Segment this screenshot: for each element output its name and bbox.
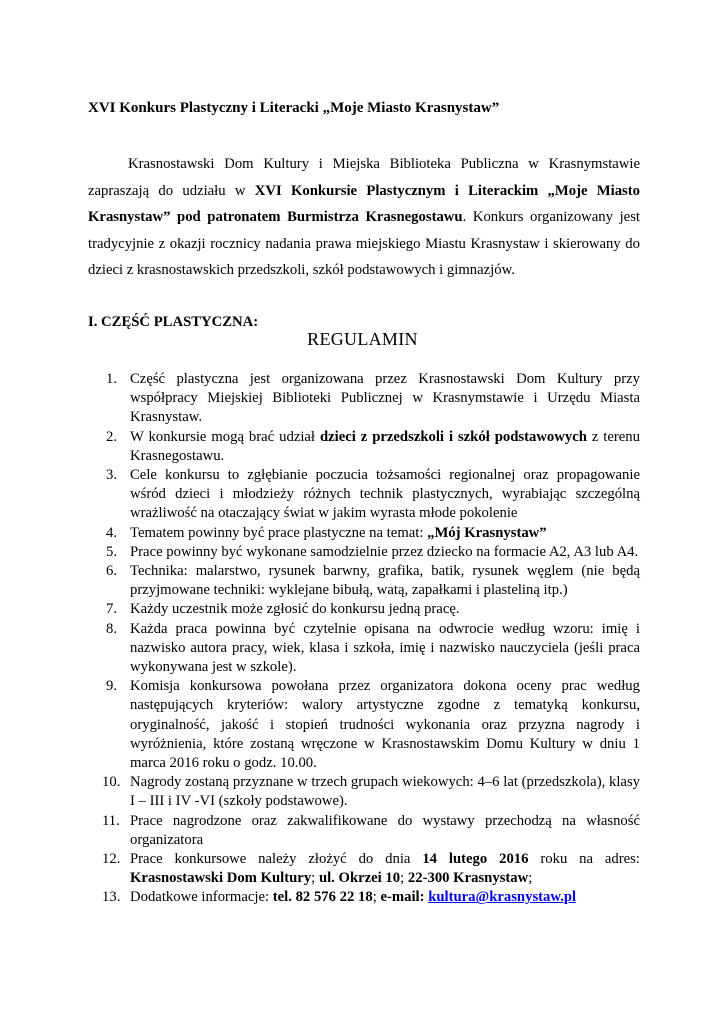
rule-item-10: 10. Nagrody zostaną przyznane w trzech grupach wiekowych: 4–6 lat (przedszkola), klasy I – III i IV -VI (szkoły podstawowe). xyxy=(102,774,640,810)
intro-bold-text: XVI Konkursie Plastycznym i Literackim „Moje Miasto Krasnystaw” pod patronatem Burmistrza Krasnegostawu xyxy=(88,182,640,225)
rule-item-3: 3. Cele konkursu to zgłębianie poczucia tożsamości regionalnej oraz propagowanie wśród dzieci i młodzieży różnych technik plastycznych, wyrabiając szczególną wrażliwość na otaczający świat w jakim wyrasta młode pokolenie xyxy=(106,467,640,522)
rule-item-6: 6. Technika: malarstwo, rysunek barwny, grafika, batik, rysunek węglem (nie będą przyjmowane techniki: wyklejane bibułą, watą, zapałkami i plasteliną itp.) xyxy=(106,563,640,599)
rule-item-9: 9. Komisja konkursowa powołana przez organizatora dokona oceny prac według następujących kryteriów: walory artystyczne zgodne z tematyką konkursu, oryginalność, jakość i stopień trudności wykonania oraz przyzna nagrody i wyróżnienia, które zostaną wręczone w Krasnostawskim Domu Kultury w dniu 1 marca 2016 roku o godz. 10.00. xyxy=(106,678,640,772)
rule-item-8: 8. Każda praca powinna być czytelnie opisana na odwrocie według wzoru: imię i nazwisko autora pracy, wiek, klasa i szkoła, imię i nazwisko nauczyciela (jeśli praca wykonywana jest w szkole). xyxy=(106,620,640,676)
email-link[interactable]: kultura@krasnystaw.pl xyxy=(428,889,577,906)
rule-item-12: 12. Prace konkursowe należy złożyć do dnia 14 lutego 2016 roku na adres: Krasnostawski Dom Kultury; ul. Okrzei 10; 22-300 Krasnystaw; xyxy=(102,851,640,887)
intro-text-1: Krasnostawski Dom Kultury i Miejska Biblioteka Publiczna w Krasnymstawie zapraszają do udziału w xyxy=(88,156,640,199)
section-heading: I. CZĘŚĆ PLASTYCZNA: xyxy=(88,314,259,330)
rule-item-11: 11. Prace nagrodzone oraz zakwalifikowane do wystawy przechodzą na własność organizatora xyxy=(102,812,640,848)
regulamin-heading: REGULAMIN xyxy=(307,329,418,349)
document-title: XVI Konkurs Plastyczny i Literacki „Moje Miasto Krasnystaw” xyxy=(88,100,500,116)
rule-item-1: 1. Część plastyczna jest organizowana przez Krasnostawski Dom Kultury przy współpracy Miejskiej Biblioteki Publicznej w Krasnymstawie i Urzędu Miasta Krasnystaw. xyxy=(106,371,640,426)
rule-item-2: 2. W konkursie mogą brać udział dzieci z przedszkoli i szkół podstawowych z terenu Krasnegostawu. xyxy=(106,428,640,464)
rule-item-13: 13. Dodatkowe informacje: tel. 82 576 22 18; e-mail: kultura@krasnystaw.pl xyxy=(102,889,577,906)
intro-text-2: . Konkurs organizowany jest tradycyjnie z okazji rocznicy nadania prawa miejskiego Miastu Krasnystaw i skierowany do dzieci z krasnostawskich przedszkoli, szkół podstawowych i gimnazjów. xyxy=(88,209,640,278)
rules-list xyxy=(88,370,640,908)
rule-item-4: 4. Tematem powinny być prace plastyczne na temat: „Mój Krasnystaw” xyxy=(106,524,547,541)
rule-item-5: 5. Prace powinny być wykonane samodzielnie przez dziecko na formacie A2, A3 lub A4. xyxy=(106,543,639,560)
intro-paragraph xyxy=(88,151,640,284)
rule-item-7: 7. Każdy uczestnik może zgłosić do konkursu jedną pracę. xyxy=(106,601,460,618)
